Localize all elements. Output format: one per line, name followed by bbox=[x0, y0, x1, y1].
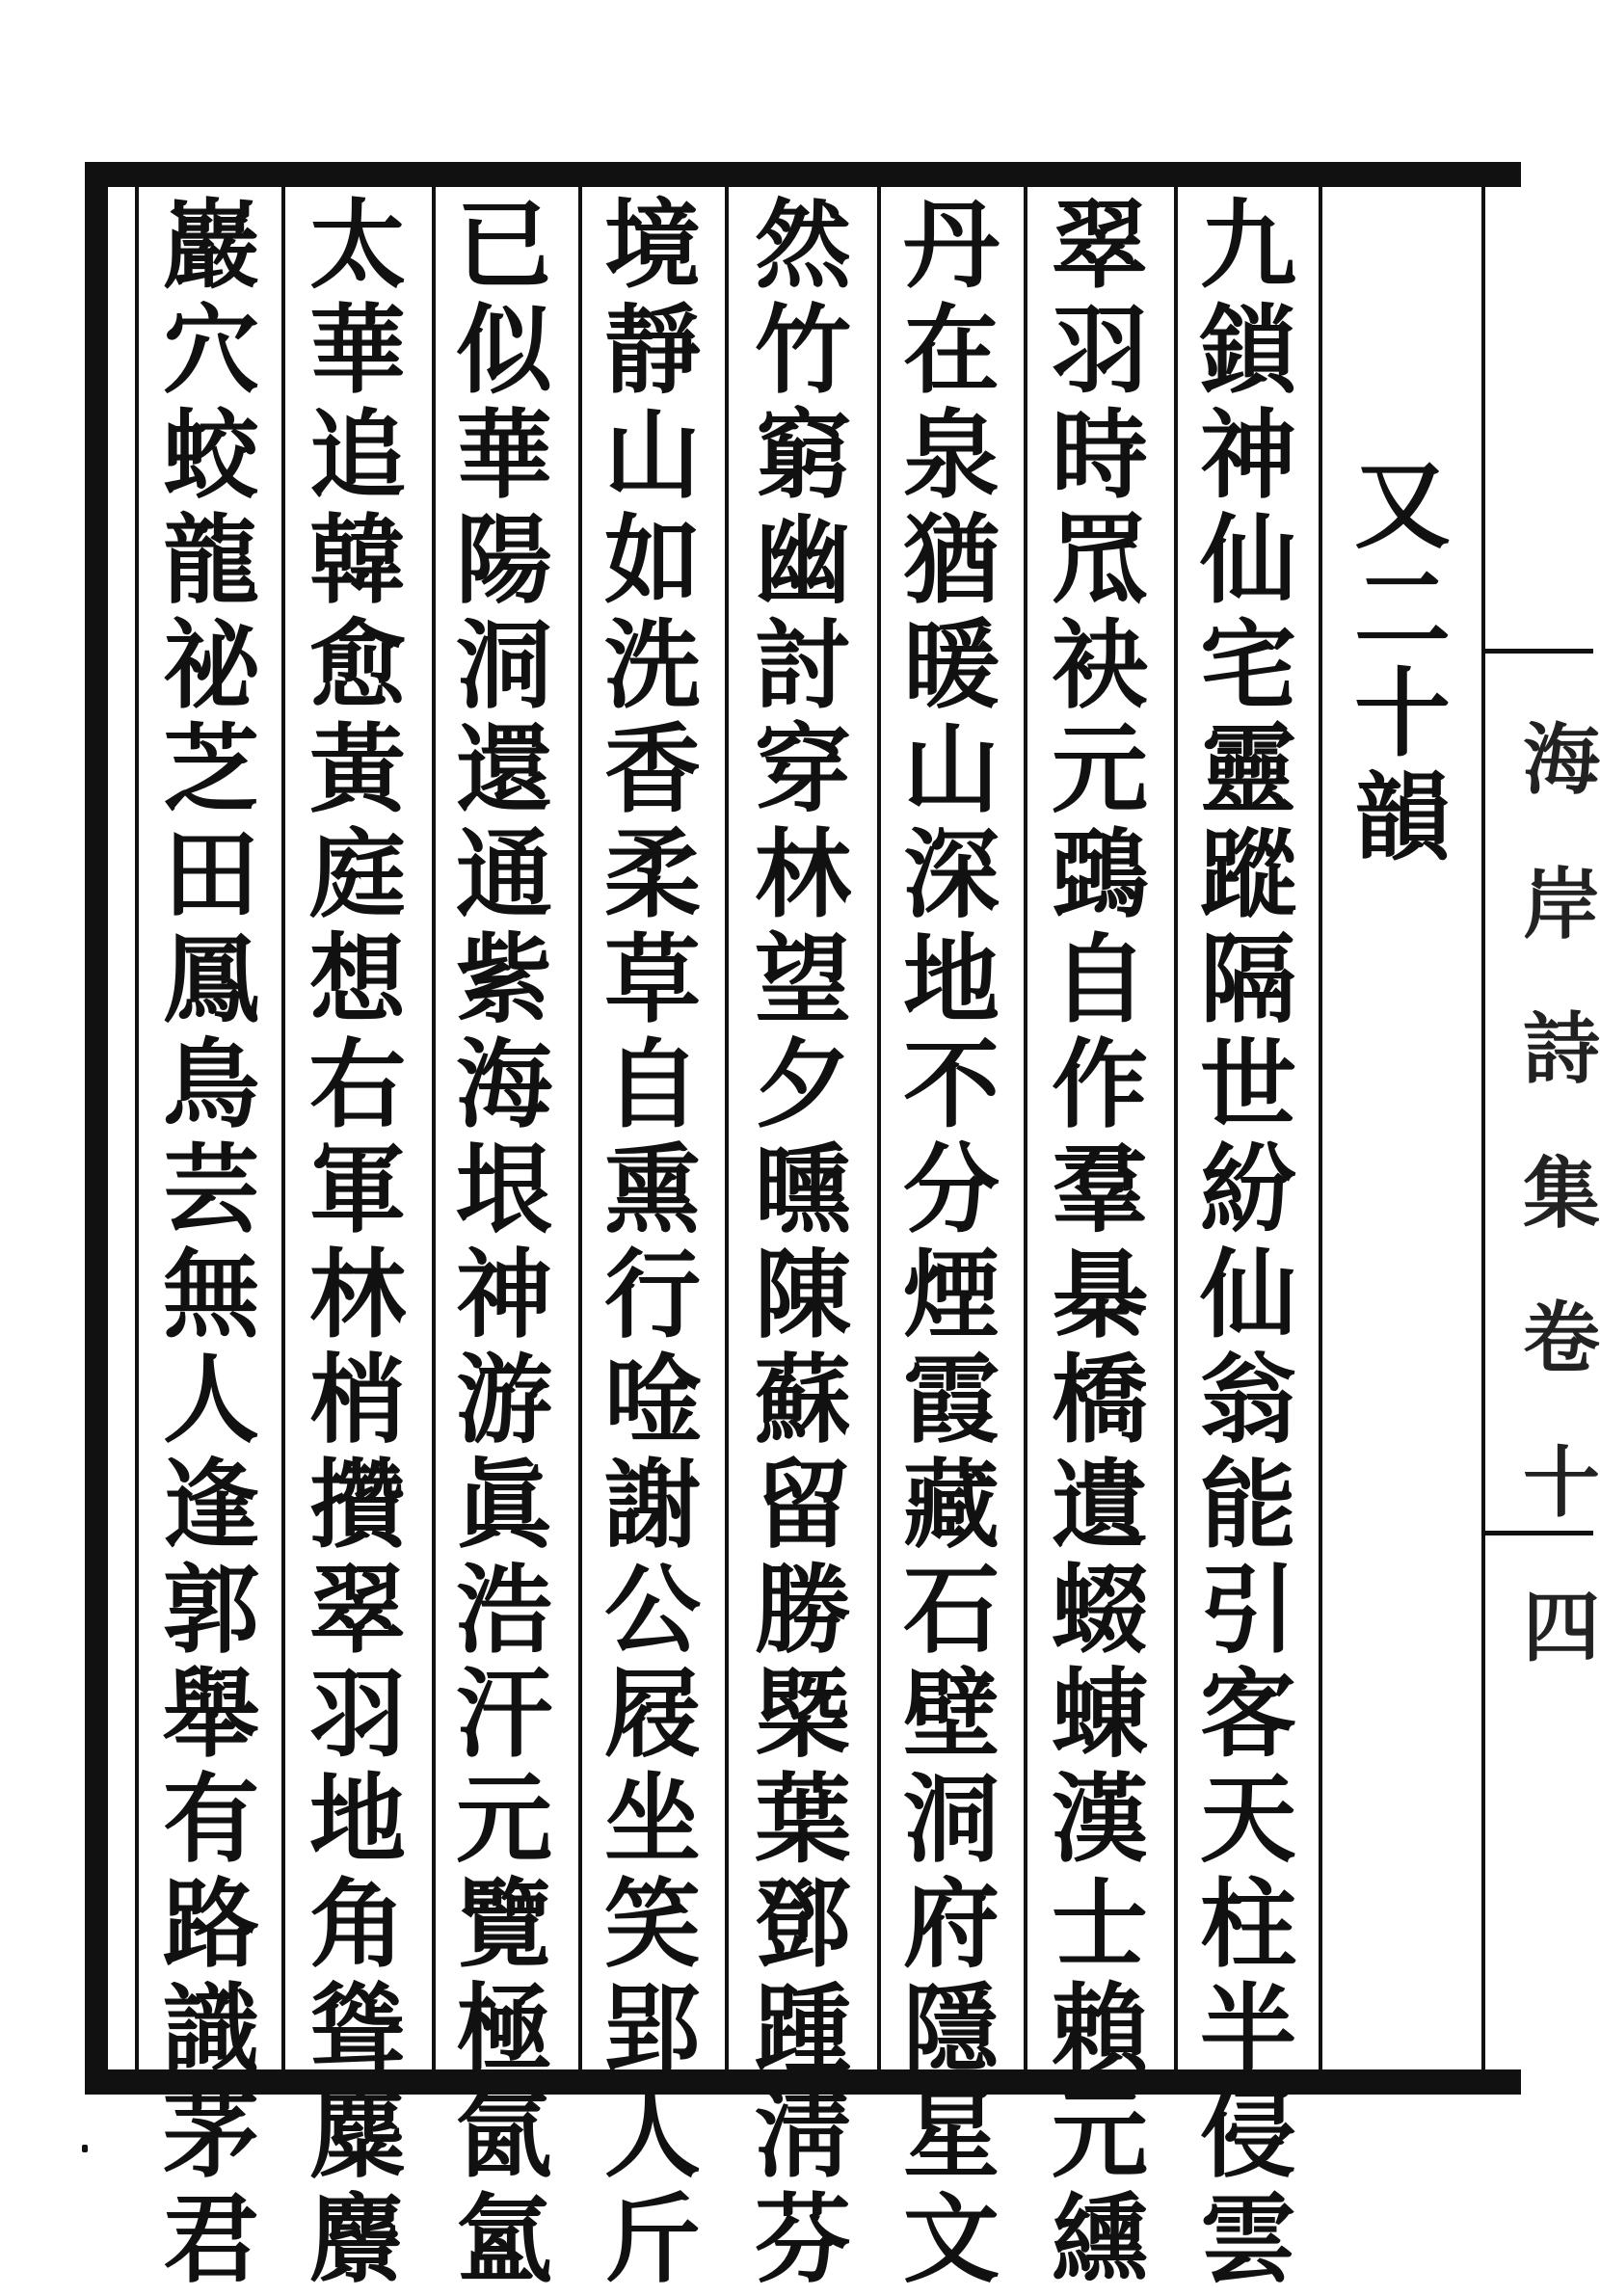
text-character: 君 bbox=[163, 2181, 259, 2296]
text-character: 靜 bbox=[604, 292, 701, 407]
text-character: 自 bbox=[604, 1028, 701, 1142]
text-character: 漢 bbox=[1052, 1762, 1148, 1877]
text-character: 九 bbox=[1200, 188, 1296, 302]
text-character: 勝 bbox=[755, 1552, 851, 1667]
text-character: 引 bbox=[1200, 1552, 1296, 1667]
text-character: 香 bbox=[604, 712, 701, 827]
text-character: 翠 bbox=[309, 1552, 406, 1667]
text-character: 隔 bbox=[1200, 922, 1296, 1037]
text-column-3 bbox=[879, 188, 1024, 2296]
text-character: 踵 bbox=[755, 1972, 851, 2087]
text-character: 游 bbox=[456, 1342, 552, 1456]
text-character: 陳 bbox=[755, 1237, 851, 1351]
text-character: 陽 bbox=[456, 502, 552, 617]
text-character: 壁 bbox=[903, 1657, 1000, 1772]
text-character: 元 bbox=[456, 1762, 552, 1877]
text-character: 行 bbox=[604, 1237, 701, 1351]
text-column-1 bbox=[1176, 188, 1320, 2296]
text-character: 世 bbox=[1200, 1028, 1296, 1142]
text-character: 已 bbox=[456, 188, 552, 302]
text-character: 韓 bbox=[309, 502, 406, 617]
text-character: 鎖 bbox=[1200, 292, 1296, 407]
text-character: 仙 bbox=[1200, 1237, 1296, 1351]
text-character: 窮 bbox=[755, 397, 851, 512]
fishtail-top bbox=[1481, 649, 1593, 654]
ink-speck bbox=[82, 2145, 88, 2152]
column-rule bbox=[725, 187, 729, 2069]
fore-edge-character: 十 bbox=[1523, 1437, 1600, 1528]
text-character: 作 bbox=[1052, 1028, 1148, 1142]
text-character: 穴 bbox=[163, 292, 259, 407]
text-character: 葉 bbox=[755, 1762, 851, 1877]
text-character: 翠 bbox=[1052, 188, 1148, 302]
text-character: 極 bbox=[456, 1972, 552, 2087]
text-character: 霞 bbox=[903, 1342, 1000, 1456]
text-character: 斤 bbox=[604, 2181, 701, 2296]
text-character: 雲 bbox=[1200, 2181, 1296, 2296]
text-character: 泉 bbox=[903, 397, 1000, 512]
title-character: 又 bbox=[1354, 448, 1451, 562]
text-character: 氤 bbox=[456, 2077, 552, 2192]
text-character: 鳳 bbox=[163, 922, 259, 1037]
text-column-5 bbox=[580, 188, 725, 2296]
text-character: 文 bbox=[903, 2181, 1000, 2296]
text-character: 留 bbox=[755, 1447, 851, 1562]
text-character: 宅 bbox=[1200, 607, 1296, 722]
text-character: 深 bbox=[903, 817, 1000, 932]
text-character: 侵 bbox=[1200, 2077, 1296, 2192]
text-character: 屐 bbox=[604, 1657, 701, 1772]
text-character: 煙 bbox=[903, 1237, 1000, 1351]
text-character: 坐 bbox=[604, 1762, 701, 1877]
text-character: 分 bbox=[903, 1133, 1000, 1247]
text-character: 星 bbox=[903, 2077, 1000, 2192]
text-character: 芬 bbox=[755, 2181, 851, 2296]
text-character: 巖 bbox=[163, 188, 259, 302]
text-character: 舉 bbox=[163, 1657, 259, 1772]
text-character: 紛 bbox=[1200, 1133, 1296, 1247]
text-character: 如 bbox=[604, 502, 701, 617]
text-character: 海 bbox=[456, 1028, 552, 1142]
title-character: 十 bbox=[1354, 656, 1451, 770]
text-character: 曛 bbox=[755, 1133, 851, 1247]
fore-edge-title bbox=[1499, 687, 1600, 1672]
fore-edge-line bbox=[1481, 162, 1485, 2095]
text-character: 府 bbox=[903, 1867, 1000, 1982]
text-character: 蛟 bbox=[163, 397, 259, 512]
text-character: 境 bbox=[604, 188, 701, 302]
text-character: 識 bbox=[163, 1972, 259, 2087]
text-character: 龍 bbox=[163, 502, 259, 617]
text-column-6 bbox=[432, 188, 576, 2296]
text-character: 華 bbox=[309, 292, 406, 407]
text-character: 仙 bbox=[1200, 502, 1296, 617]
text-character: 追 bbox=[309, 397, 406, 512]
title-character: 二 bbox=[1354, 552, 1451, 666]
text-character: 麋 bbox=[309, 2077, 406, 2192]
text-character: 夕 bbox=[755, 1028, 851, 1142]
text-character: 地 bbox=[309, 1762, 406, 1877]
text-character: 蝃 bbox=[1052, 1552, 1148, 1667]
text-character: 自 bbox=[1052, 922, 1148, 1037]
text-character: 庭 bbox=[309, 817, 406, 932]
text-character: 覽 bbox=[456, 1867, 552, 1982]
text-character: 浩 bbox=[456, 1552, 552, 1667]
fore-edge-character: 集 bbox=[1523, 1148, 1600, 1239]
text-character: 遺 bbox=[1052, 1447, 1148, 1562]
text-character: 茅 bbox=[163, 2077, 259, 2192]
text-character: 士 bbox=[1052, 1867, 1148, 1982]
fore-edge-character: 岸 bbox=[1523, 859, 1600, 949]
text-character: 藏 bbox=[903, 1447, 1000, 1562]
text-character: 麖 bbox=[309, 2181, 406, 2296]
text-character: 元 bbox=[1052, 712, 1148, 827]
text-character: 㮂 bbox=[1052, 1237, 1148, 1351]
text-character: 纁 bbox=[1052, 2181, 1148, 2296]
text-character: 垠 bbox=[456, 1133, 552, 1247]
text-character: 太 bbox=[309, 188, 406, 302]
text-character: 蹤 bbox=[1200, 817, 1296, 932]
text-character: 山 bbox=[604, 397, 701, 512]
text-column-7 bbox=[285, 188, 430, 2296]
text-character: 華 bbox=[456, 397, 552, 512]
text-character: 羣 bbox=[1052, 1133, 1148, 1247]
text-character: 田 bbox=[163, 817, 259, 932]
text-character: 隱 bbox=[903, 1972, 1000, 2087]
text-character: 神 bbox=[1200, 397, 1296, 512]
text-character: 暖 bbox=[903, 607, 1000, 722]
text-character: 眞 bbox=[456, 1447, 552, 1562]
text-character: 蘇 bbox=[755, 1342, 851, 1456]
text-character: 洗 bbox=[604, 607, 701, 722]
text-character: 客 bbox=[1200, 1657, 1296, 1772]
text-character: 能 bbox=[1200, 1447, 1296, 1562]
text-character: 羽 bbox=[309, 1657, 406, 1772]
text-character: 元 bbox=[1052, 2077, 1148, 2192]
text-character: 角 bbox=[309, 1867, 406, 1982]
text-character: 軍 bbox=[309, 1133, 406, 1247]
text-character: 橋 bbox=[1052, 1342, 1148, 1456]
text-character: 人 bbox=[163, 1342, 259, 1456]
poem-title bbox=[1330, 448, 1475, 874]
text-character: 淸 bbox=[755, 2077, 851, 2192]
text-character: 鳥 bbox=[163, 1028, 259, 1142]
text-column-4 bbox=[731, 188, 875, 2296]
text-character: 草 bbox=[604, 922, 701, 1037]
text-character: 鄧 bbox=[755, 1867, 851, 1982]
text-character: 逢 bbox=[163, 1447, 259, 1562]
text-character: 愈 bbox=[309, 607, 406, 722]
text-character: 洞 bbox=[903, 1762, 1000, 1877]
text-character: 天 bbox=[1200, 1762, 1296, 1877]
text-character: 氳 bbox=[456, 2181, 552, 2296]
text-character: 笑 bbox=[604, 1867, 701, 1982]
text-character: 鵶 bbox=[1052, 817, 1148, 932]
text-character: 無 bbox=[163, 1237, 259, 1351]
text-character: 羽 bbox=[1052, 292, 1148, 407]
fore-edge bbox=[1481, 162, 1600, 2095]
text-character: 在 bbox=[903, 292, 1000, 407]
text-character: 郢 bbox=[604, 1972, 701, 2087]
text-character: 林 bbox=[309, 1237, 406, 1351]
text-character: 公 bbox=[604, 1552, 701, 1667]
text-character: 還 bbox=[456, 712, 552, 827]
text-character: 攢 bbox=[309, 1447, 406, 1562]
text-character: 柱 bbox=[1200, 1867, 1296, 1982]
text-character: 有 bbox=[163, 1762, 259, 1877]
text-character: 幽 bbox=[755, 502, 851, 617]
text-character: 猶 bbox=[903, 502, 1000, 617]
text-character: 謝 bbox=[604, 1447, 701, 1562]
text-character: 熏 bbox=[604, 1133, 701, 1247]
text-character: 洞 bbox=[456, 607, 552, 722]
fore-edge-character: 卷 bbox=[1523, 1293, 1600, 1383]
text-character: 林 bbox=[755, 817, 851, 932]
text-character: 地 bbox=[903, 922, 1000, 1037]
text-character: 汗 bbox=[456, 1657, 552, 1772]
text-character: 右 bbox=[309, 1028, 406, 1142]
text-character: 想 bbox=[309, 922, 406, 1037]
text-character: 祕 bbox=[163, 607, 259, 722]
title-character: 韻 bbox=[1354, 761, 1451, 874]
text-character: 袂 bbox=[1052, 607, 1148, 722]
text-character: 山 bbox=[903, 712, 1000, 827]
fore-edge-character: 詩 bbox=[1523, 1003, 1600, 1094]
text-character: 賴 bbox=[1052, 1972, 1148, 2087]
text-character: 芝 bbox=[163, 712, 259, 827]
text-character: 唫 bbox=[604, 1342, 701, 1456]
text-character: 郭 bbox=[163, 1552, 259, 1667]
text-character: 紫 bbox=[456, 922, 552, 1037]
text-character: 蝀 bbox=[1052, 1657, 1148, 1772]
text-character: 黃 bbox=[309, 712, 406, 827]
text-character: 似 bbox=[456, 292, 552, 407]
text-character: 丹 bbox=[903, 188, 1000, 302]
text-character: 靈 bbox=[1200, 712, 1296, 827]
text-character: 槩 bbox=[755, 1657, 851, 1772]
text-character: 罛 bbox=[1052, 502, 1148, 617]
text-character: 芸 bbox=[163, 1133, 259, 1247]
text-character: 石 bbox=[903, 1552, 1000, 1667]
text-character: 時 bbox=[1052, 397, 1148, 512]
text-character: 翁 bbox=[1200, 1342, 1296, 1456]
text-character: 路 bbox=[163, 1867, 259, 1982]
text-character: 討 bbox=[755, 607, 851, 722]
text-character: 聳 bbox=[309, 1972, 406, 2087]
text-character: 竹 bbox=[755, 292, 851, 407]
text-character: 然 bbox=[755, 188, 851, 302]
fore-edge-character: 海 bbox=[1523, 714, 1600, 805]
text-column-8 bbox=[139, 188, 283, 2296]
text-character: 望 bbox=[755, 922, 851, 1037]
text-character: 神 bbox=[456, 1237, 552, 1351]
fore-edge-character: 四 bbox=[1523, 1582, 1600, 1672]
text-character: 不 bbox=[903, 1028, 1000, 1142]
text-column-2 bbox=[1027, 188, 1172, 2296]
text-character: 穿 bbox=[755, 712, 851, 827]
text-character: 梢 bbox=[309, 1342, 406, 1456]
text-character: 半 bbox=[1200, 1972, 1296, 2087]
text-character: 柔 bbox=[604, 817, 701, 932]
text-character: 人 bbox=[604, 2077, 701, 2192]
text-character: 通 bbox=[456, 817, 552, 932]
